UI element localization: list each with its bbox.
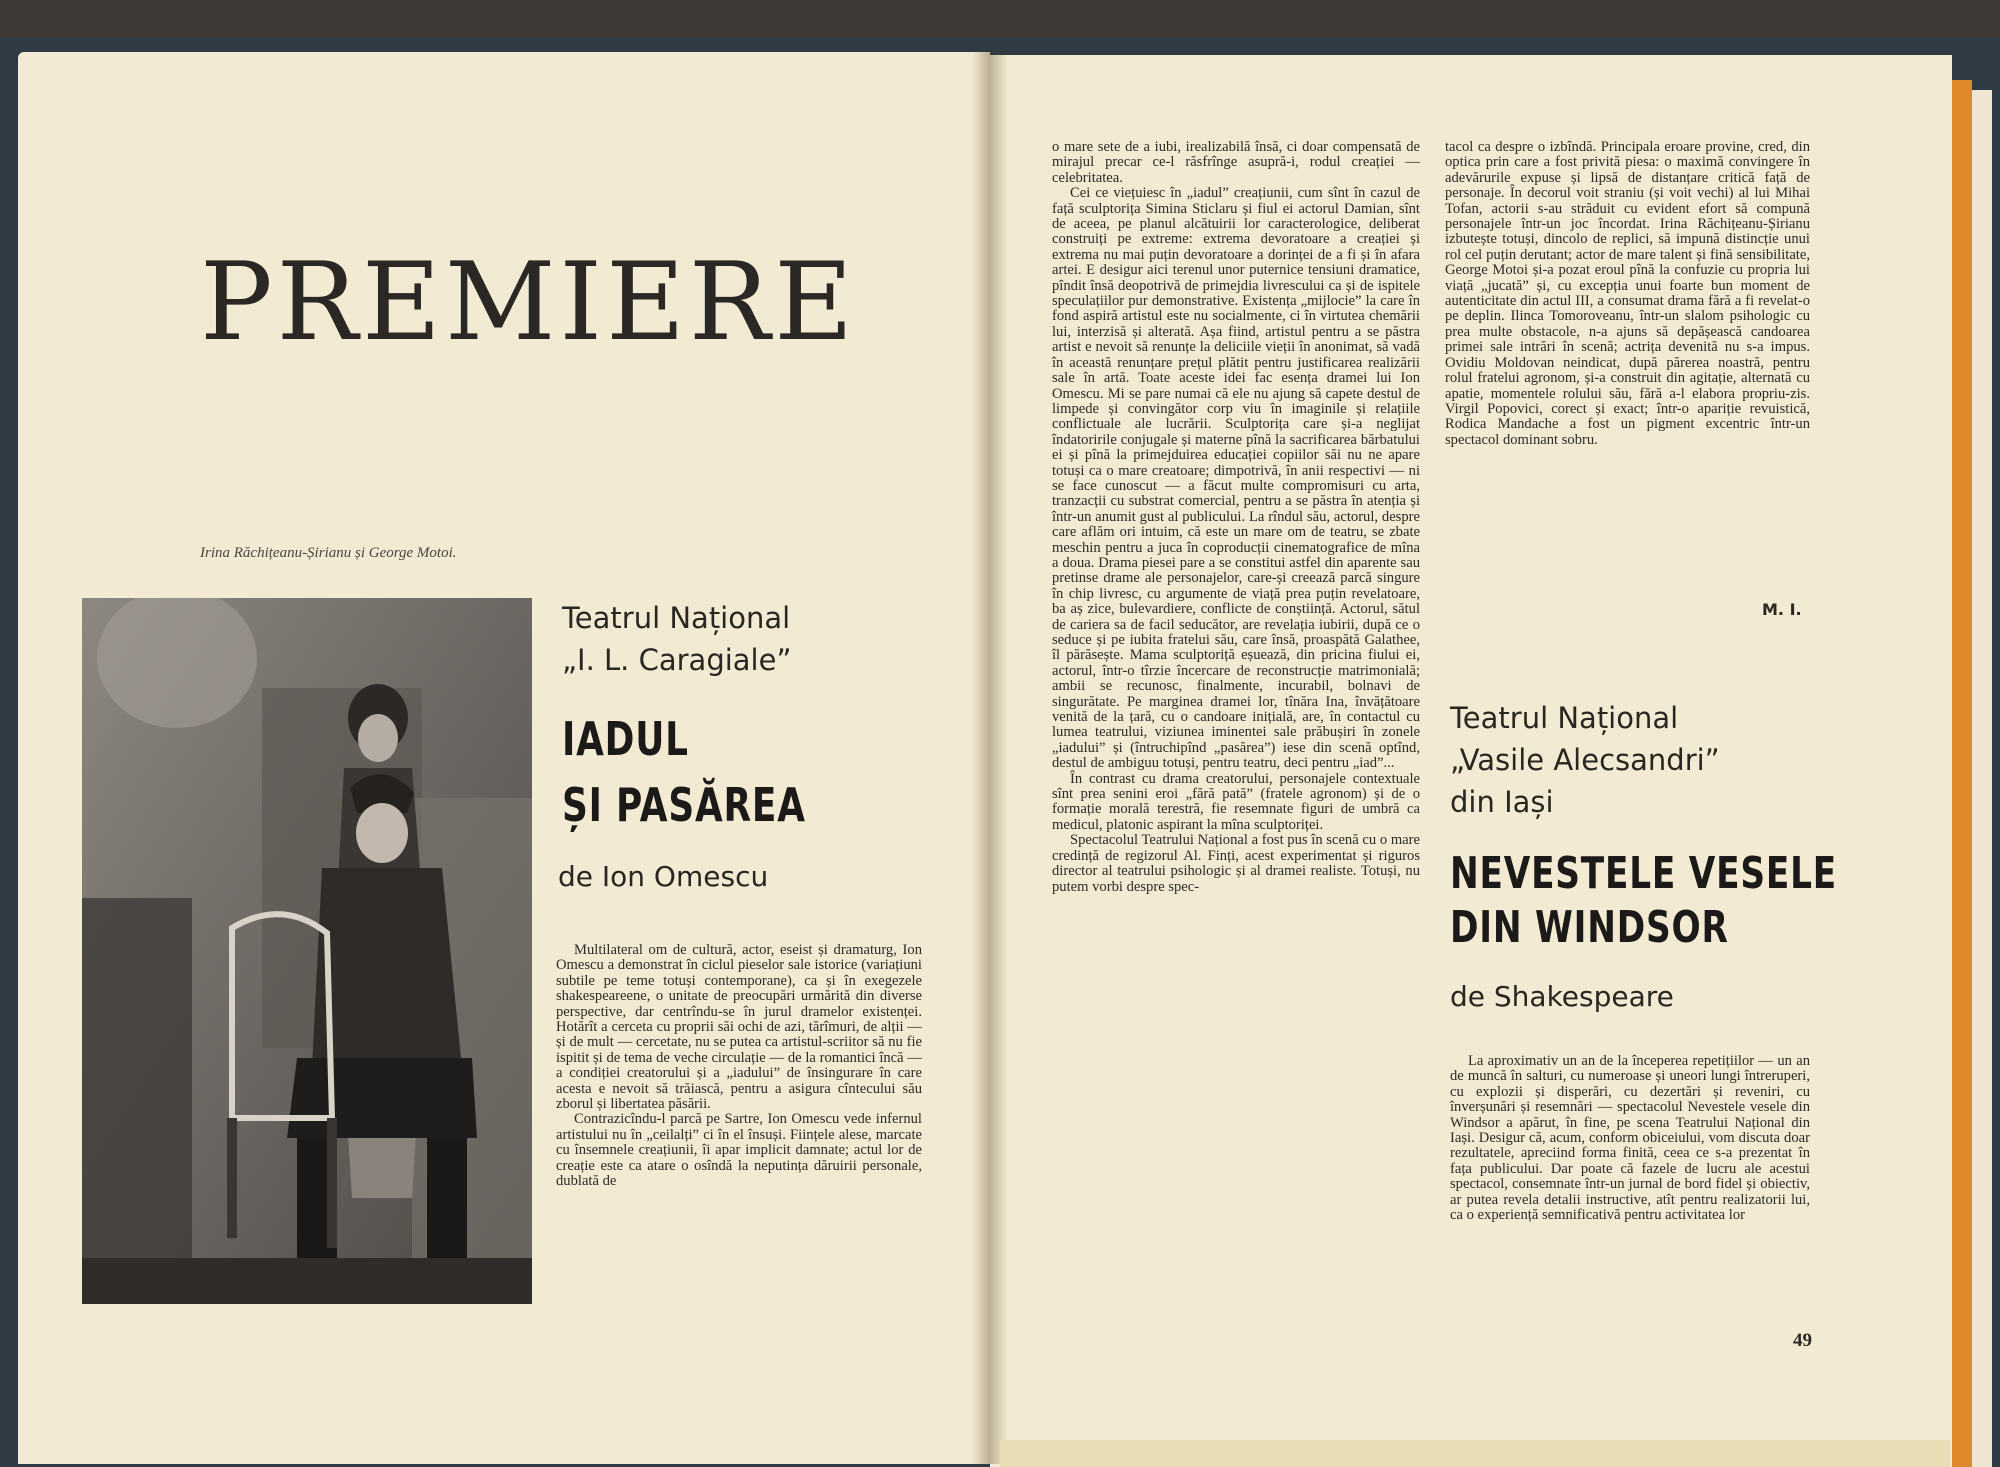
- article2-author: de Shakespeare: [1450, 980, 1674, 1013]
- article1-play-title-line2: ȘI PASĂREA: [562, 778, 806, 832]
- article2-theatre-city: din Iași: [1450, 785, 1554, 819]
- production-photo: [82, 598, 532, 1304]
- author-signature: M. I.: [1762, 600, 1802, 619]
- article2-theatre-name: Teatrul Național: [1450, 701, 1679, 735]
- paragraph: Cei ce viețuiesc în „iadul” creațiunii, cum sînt în cazul de față sculptorița Simina Sticlaru și fiul ei actorul Damian, sînt de aceea, pe planul alcătuirii lor caracterologice, deliberat construiți pe extreme: extrema devoratoare a creației și extrema nu mai puțin devoratoare a dorinței de a fi și în afara artei. E desigur aici terenul unor puternice tensiuni dramatice, pîndit însă deopotrivă de primejdia livrescului ca și de ispitele speculațiilor pur demonstrative. Existența „mijlocie” la care în fond aspiră artistul este nu socialmente, ci în virtutea chemării lui, interzisă și alterată. Așa fiind, artistul pentru a se păstra artist e nevoit să renunțe la deliciile vieții în anonimat, să vadă în această renunțare prețul plătit pentru justificarea realizării sale în artă. Toate aceste idei fac esența dramei lui Ion Omescu. Mi se pare numai că ele nu ajung să capete destul de limpede și convingător corp viu în imaginile și relațiile conflictuale ale lucrării. Sculptorița care și-a neglijat îndatoririle conjugale și materne pînă la sacrificarea bărbatului ei și pînă la primejduirea educației copiilor săi nu ne apare totuși ca o mare creatoare; dimpotrivă, în anii respectivi — ni se face cunoscut — a făcut multe compromisuri cu arta, tranzacții cu substrat comercial, pentru a se păstra în atenția și într-un anumit gust al publicului. La rîndul său, actorul, despre care aflăm ori intuim, că este un mare om de teatru, se zbate meschin pentru a juca în coproducții cinematografice de mîna a doua. Drama piesei pare a se constitui astfel din aparente sau pretinse drame ale personajelor, care-și creează parcă singure în chip livresc, cu argumente de viață prea puțin revelatoare, ba aș zice, bulevardiere, conflicte de conștiință. Actorul, sătul de cariera sa de facil seducător, are revelația iubirii, după ce o seduce și pe iubita fratelui său, care însă, proaspătă Galathee, îl părăsește. Mama sculptoriță eșuează, din pricina fiului ei, actorul, într-o tîrzie încercare de reconstrucție matrimonială; ambii se recunosc, finalmente, incurabil, bolnavi de singurătate. Pe marginea dramei lor, tînăra Ina, învățătoare venită de la țară, cu o candoare inițială, are, în contactul cu lumea teatrului, viziunea iminentei sale prăbușiri în zonele „iadului” și (întruchipînd „pasărea”) iese din scenă optînd, destul de ambiguu totuși, pentru teatru, deci pentru „iad”...: [1052, 185, 1420, 772]
- paragraph: Spectacolul Teatrului Național a fost pus în scenă cu o mare credință de regizorul Al. Finți, acest experimentat și riguros director al teatrului psihologic și al dramei realiste. Totuși, nu putem vorbi despre spec-: [1052, 832, 1420, 895]
- paragraph: tacol ca despre o izbîndă. Principala eroare provine, cred, din optica prin care a fost privită piesa: o maximă convingere în adevărurile expuse și lipsă de distanțare critică față de personaje. În decorul voit straniu (și voit vechi) al lui Mihai Tofan, actorii s-au străduit cu evident efort să compună personajele într-un joc încordat. Irina Răchițeanu-Șirianu izbutește totuși, dincolo de replici, să impună distincție unui rol cel puțin derutant; actor de mare talent și fină sensibilitate, George Motoi și-a pozat eroul pînă la confuzie cu propria lui viață „jucată” și, cu excepția unui foarte bun moment de autenticitate din actul III, a consumat drama fără a fi revelat-o pe deplin. Ilinca Tomoroveanu, într-un slalom psihologic cu prea multe obstacole, n-a ajuns să depășească candoarea primei sale intrări în scenă; actrița devenită nu s-a impus. Ovidiu Moldovan neindicat, după părerea noastră, pentru rolul fratelui agronom, și-a construit din agitație, alternată cu apatie, momentele rolului său, fără a-l elabora propriu-zis. Virgil Popovici, corect și exact; într-o apariție revuistică, Rodica Mandache a fost un pigment excentric într-un spectacol dominant sobru.: [1445, 139, 1810, 448]
- article1-column-2: [1052, 140, 1420, 895]
- article2-column-1: [1450, 1054, 1810, 1223]
- page-edge-bookmark: [1952, 80, 1972, 1467]
- paragraph: La aproximativ un an de la începerea repetițiilor — un an de muncă în salturi, cu numeroase și uneori lungi întreruperi, cu explozii și disperări, cu dezertări și reveniri, cu înverșunări și resemnări — spectacolul Nevestele vesele din Windsor a apărut, în fine, pe scena Teatrului Național din Iași. Desigur că, acum, conform obiceiului, vom discuta doar rezultatele, apreciind forma finită, ceea ce s-a prezentat în fața publicului. Dar poate că fazele de lucru ale acestui spectacol, consemnate într-un jurnal de bord fidel și obiectiv, ar putea revela detalii instructive, atît pentru realizatorii lui, ca o experiență semnificativă pentru activitatea lor: [1450, 1053, 1810, 1224]
- section-title: PREMIERE: [200, 240, 858, 365]
- book-gutter: [972, 52, 1008, 1464]
- page-edge: [1972, 90, 1992, 1467]
- paragraph: Multilateral om de cultură, actor, eseist și dramaturg, Ion Omescu a demonstrat în ciclul pieselor sale istorice (variațiuni subtile pe teme totuși contemporane), ca și în exegezele shakespeareene, o unitate de preocupări urmărită din diverse perspective, dar centrîndu-se în jurul dramelor existenței. Hotărît a cerceta cu proprii săi ochi de azi, tărîmuri, de alții — și de mult — cercetate, nu se putea ca artistul-scriitor să nu fie ispitit și de tema de veche circulație — de la romantici încă — a condiției creatorului și a „iadului” de însingurare în care acesta e nevoit să trăiască, pentru a asigura cîntecului său zborul și libertatea păsării.: [556, 942, 922, 1113]
- page-bottom-edge: [1000, 1440, 1950, 1467]
- article2-play-title-line1: NEVESTELE VESELE: [1450, 848, 1837, 899]
- paragraph: În contrast cu drama creatorului, personajele contextuale sînt prea senini eroi „fără pată” (fratele agronom) și de o formație morală terestră, fie resemnate figuri de umbră ca medicul, platonic aspirant la mîna sculptoriței.: [1052, 770, 1420, 833]
- article1-author: de Ion Omescu: [558, 860, 769, 893]
- paragraph: o mare sete de a iubi, irealizabilă însă, ci doar compensată de mirajul precar ce-l răsfrînge asupră-i, rodul creației — celebritatea.: [1052, 139, 1420, 186]
- article1-theatre-subtitle: „I. L. Caragiale”: [562, 643, 792, 677]
- article1-column-3: [1445, 140, 1810, 448]
- article1-theatre-name: Teatrul Național: [562, 601, 791, 635]
- photo-caption: Irina Răchițeanu-Șirianu și George Motoi.: [200, 545, 457, 561]
- article1-column-1: [556, 943, 922, 1190]
- article1-play-title-line1: IADUL: [562, 712, 689, 766]
- article2-play-title-line2: DIN WINDSOR: [1450, 902, 1729, 953]
- page-number: 49: [1793, 1330, 1812, 1351]
- article2-theatre-subtitle: „Vasile Alecsandri”: [1450, 743, 1720, 777]
- paragraph: Contrazicîndu-l parcă pe Sartre, Ion Omescu vede infernul artistului nu în „ceilalți” ci în el însuși. Ființele alese, marcate cu însemnele creațiunii, îi apar implicit damnate; actul lor de creație este ca atare o osîndă la neputința dăruirii personale, dublată de: [556, 1111, 922, 1190]
